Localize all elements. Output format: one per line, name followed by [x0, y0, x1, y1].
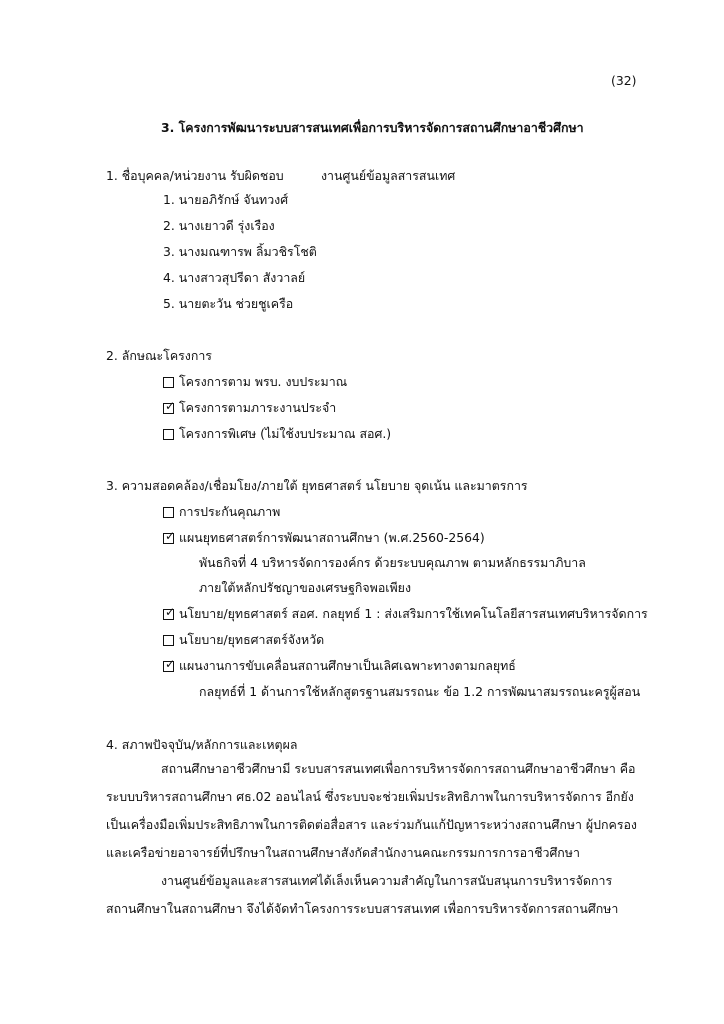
item-ovec-policy [163, 605, 648, 623]
checkbox-checked [163, 605, 176, 620]
checkbox-checked [163, 399, 176, 414]
section1-unit: งานศูนย์ข้อมูลสารสนเทศ [321, 168, 456, 183]
option-routine [163, 399, 336, 417]
paragraph-line: เป็นเครื่องมือเพิ่มประสิทธิภาพในการติดต่อสื่อสาร และร่วมกันแก้ปัญหาระหว่างสถานศึกษา ผู้ปกครอง [106, 817, 637, 832]
paragraph-line: สถานศึกษาในสถานศึกษา จึงได้จัดทำโครงการระบบสารสนเทศ เพื่อการบริหารจัดการสถานศึกษา [106, 901, 619, 916]
option-label: โครงการพิเศษ (ไม่ใช้งบประมาณ สอศ.) [179, 426, 392, 441]
person-3: 3. นางมณฑารพ ลิ้มวชิรโชติ [163, 244, 317, 259]
person-4: 4. นางสาวสุปรีดา สังวาลย์ [163, 270, 306, 285]
paragraph-line: สถานศึกษาอาชีวศึกษามี ระบบสารสนเทศเพื่อการบริหารจัดการสถานศึกษาอาชีวศึกษา คือ [161, 761, 636, 776]
item-sub-line: ภายใต้หลักปรัชญาของเศรษฐกิจพอเพียง [199, 580, 411, 595]
paragraph-line: และเครือข่ายอาจารย์ที่ปรึกษาในสถานศึกษาสังกัดสำนักงานคณะกรรมการการอาชีวศึกษา [106, 845, 580, 860]
option-label: โครงการตามภาระงานประจำ [179, 400, 337, 415]
item-province-policy [163, 631, 324, 649]
page-number: (32) [611, 73, 637, 88]
check-icon: ✓ [165, 529, 176, 543]
checkbox-checked [163, 657, 176, 672]
section3-label: 3. ความสอดคล้อง/เชื่อมโยง/ภายใต้ ยุทธศาสตร์ นโยบาย จุดเน้น และมาตรการ [106, 478, 528, 493]
option-label: โครงการตาม พรบ. งบประมาณ [179, 374, 348, 389]
checkbox-checked [163, 529, 176, 544]
section2-label: 2. ลักษณะโครงการ [106, 348, 212, 363]
check-icon: ✓ [165, 657, 176, 671]
section4-label: 4. สภาพปัจจุบัน/หลักการและเหตุผล [106, 737, 298, 752]
person-2: 2. นางเยาวดี รุ่งเรือง [163, 218, 275, 233]
person-5: 5. นายตะวัน ช่วยชูเครือ [163, 296, 294, 311]
checkbox-unchecked [163, 429, 174, 440]
item-quality-assurance [163, 503, 280, 521]
check-icon: ✓ [165, 605, 176, 619]
item-label: แผนยุทธศาสตร์การพัฒนาสถานศึกษา (พ.ศ.2560-2564) [179, 530, 485, 545]
item-label: แผนงานการขับเคลื่อนสถานศึกษาเป็นเลิศเฉพาะทางตามกลยุทธ์ [179, 658, 516, 673]
item-sub-line: พันธกิจที่ 4 บริหารจัดการองค์กร ด้วยระบบคุณภาพ ตามหลักธรรมาภิบาล [199, 555, 586, 570]
paragraph-line: ระบบบริหารสถานศึกษา ศธ.02 ออนไลน์ ซึ่งระบบจะช่วยเพิ่มประสิทธิภาพในการบริหารจัดการ อีกยัง [106, 789, 634, 804]
item-strategic-plan [163, 529, 485, 547]
checkbox-unchecked [163, 635, 174, 646]
item-label: นโยบาย/ยุทธศาสตร์จังหวัด [179, 632, 325, 647]
checkbox-unchecked [163, 507, 174, 518]
paragraph-line: งานศูนย์ข้อมูลและสารสนเทศได้เล็งเห็นความสำคัญในการสนับสนุนการบริหารจัดการ [161, 873, 613, 888]
item-sub-line: กลยุทธ์ที่ 1 ด้านการใช้หลักสูตรฐานสมรรถนะ ข้อ 1.2 การพัฒนาสมรรถนะครูผู้สอน [199, 684, 641, 699]
option-special [163, 425, 391, 443]
option-budget [163, 373, 347, 391]
check-icon: ✓ [165, 399, 176, 413]
section1-label: 1. ชื่อบุคคล/หน่วยงาน รับผิดชอบ [106, 168, 284, 183]
page-title: 3. โครงการพัฒนาระบบสารสนเทศเพื่อการบริหารจัดการสถานศึกษาอาชีวศึกษา [161, 120, 584, 135]
person-1: 1. นายอภิรักษ์ จันทวงศ์ [163, 192, 289, 207]
item-excellence-plan [163, 657, 516, 675]
item-label: การประกันคุณภาพ [179, 504, 281, 519]
checkbox-unchecked [163, 377, 174, 388]
item-label: นโยบาย/ยุทธศาสตร์ สอศ. กลยุทธ์ 1 : ส่งเสริมการใช้เทคโนโลยีสารสนเทศบริหารจัดการ [179, 606, 648, 621]
